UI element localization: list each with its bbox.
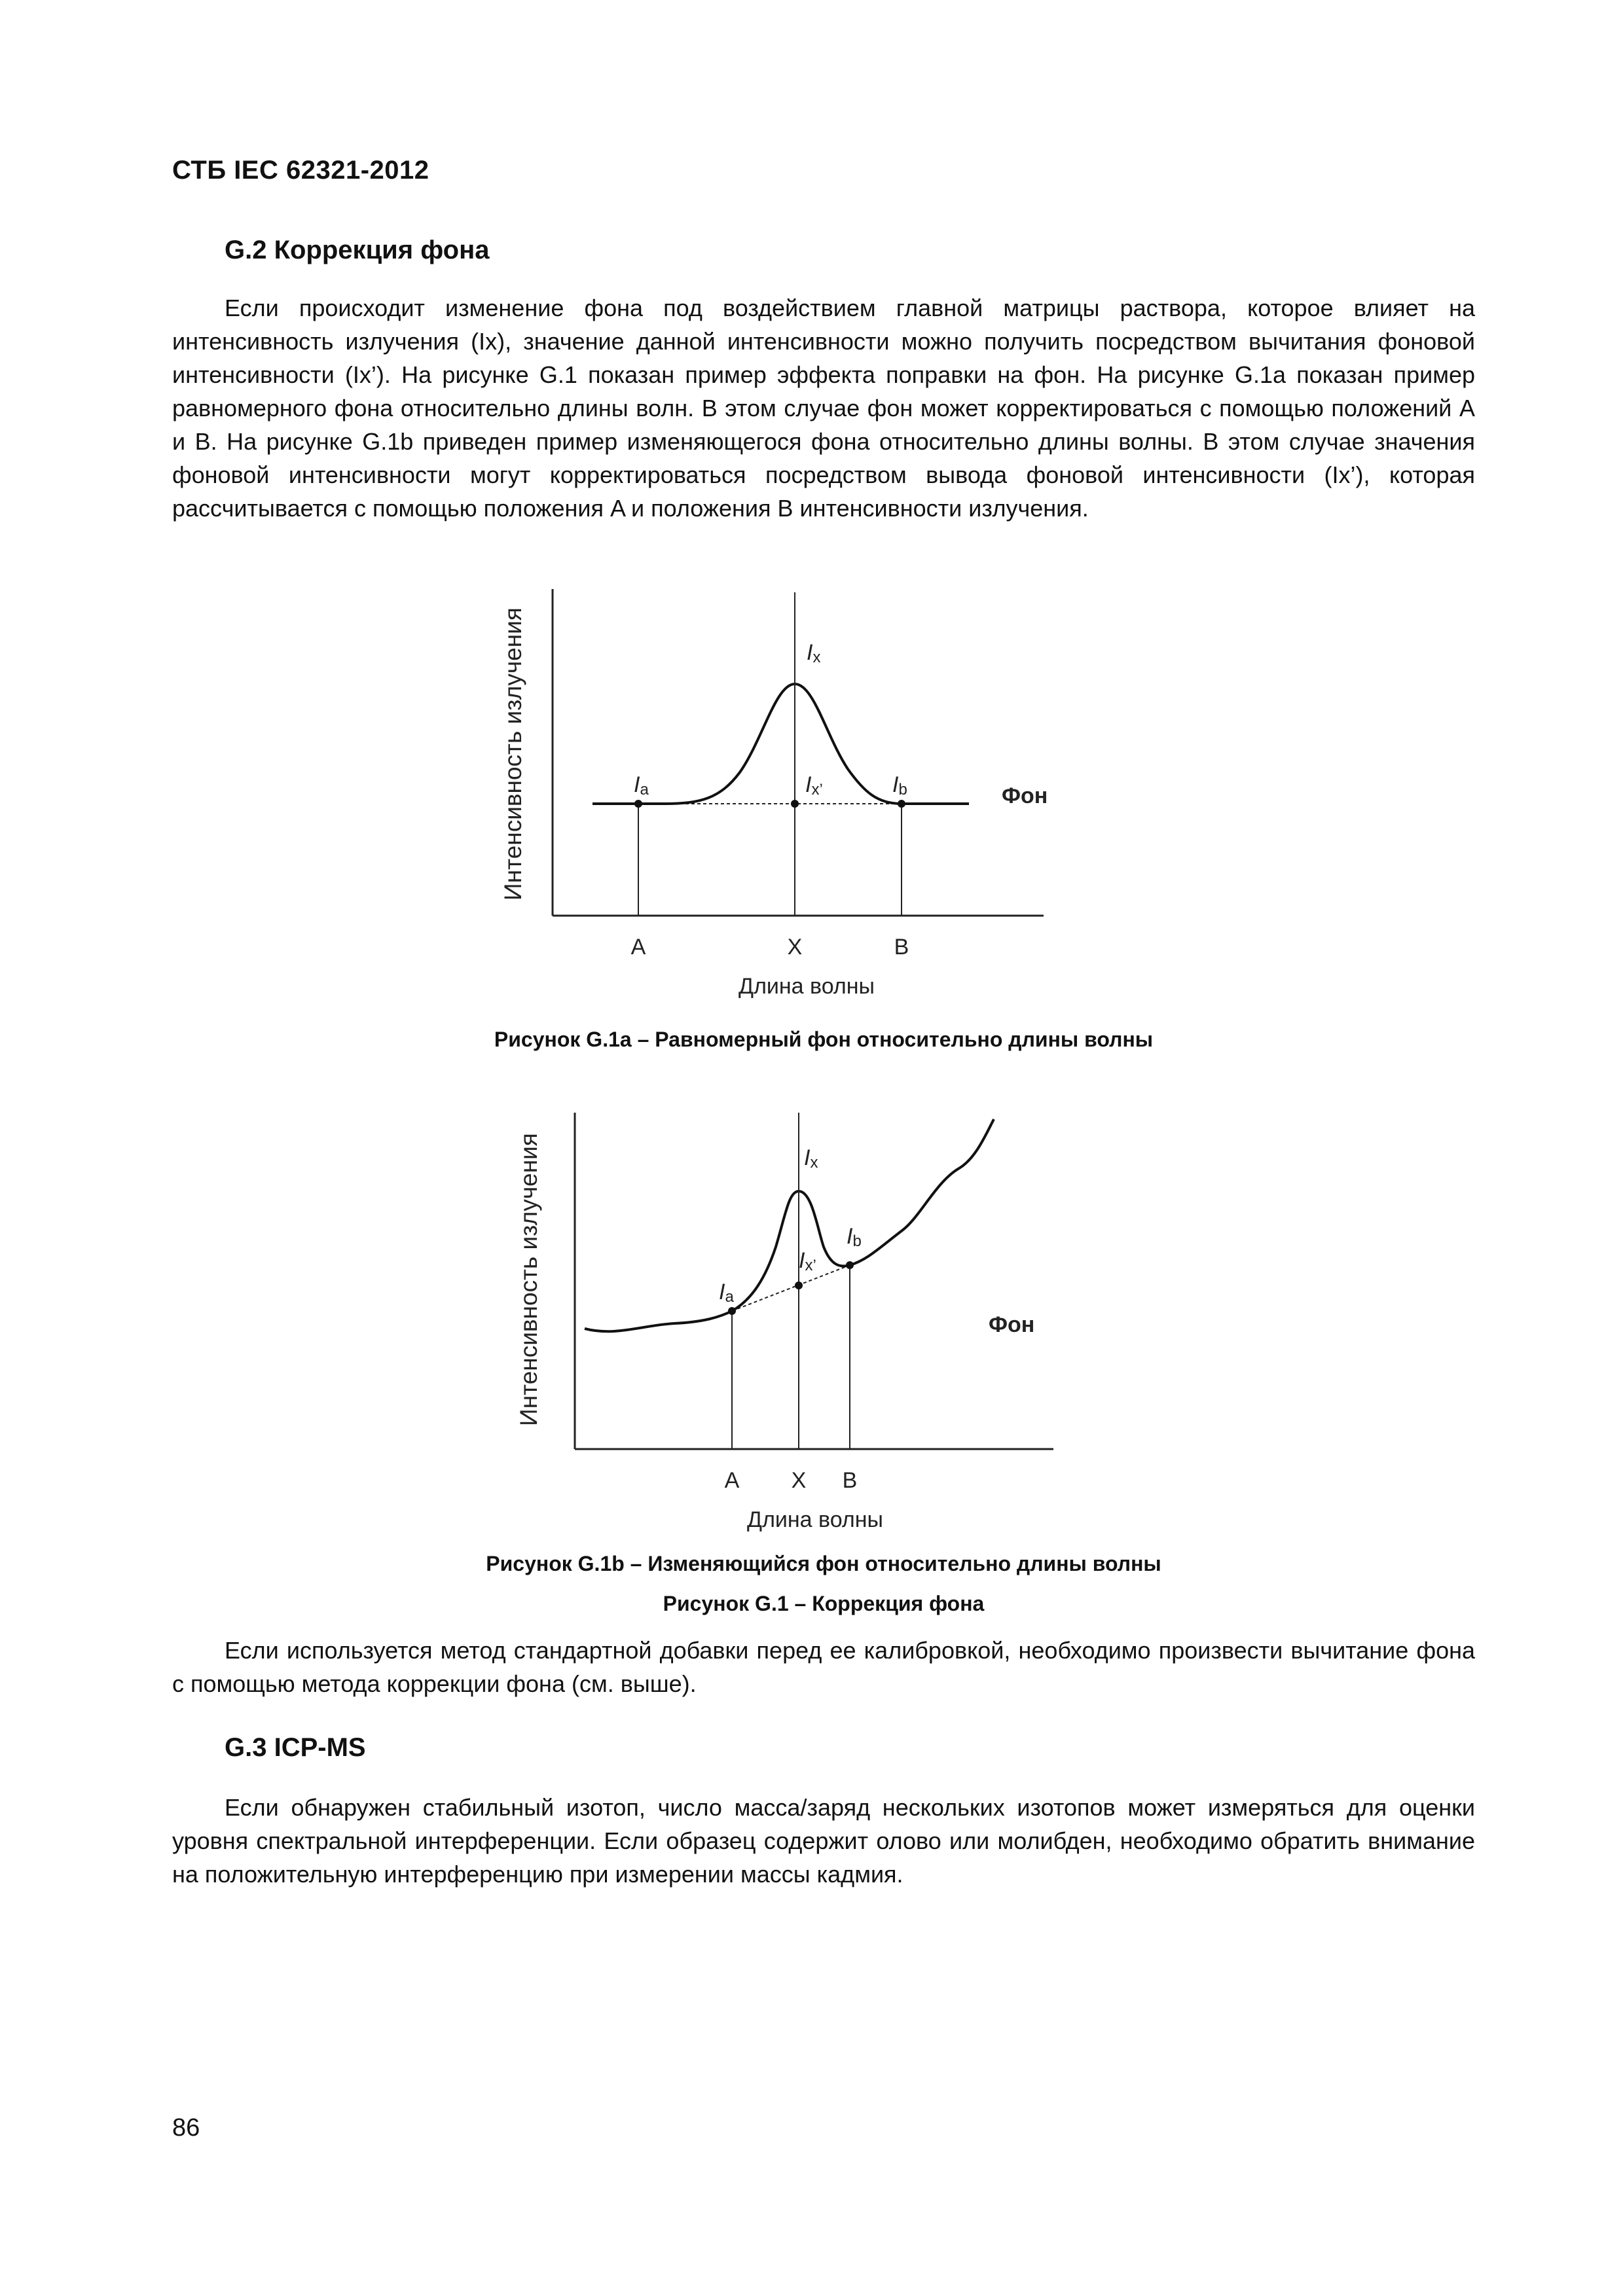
figure-g1b-caption: Рисунок G.1b – Изменяющийся фон относительно длины волны: [486, 1552, 1161, 1575]
signal-curve: [593, 684, 969, 804]
section-g2-paragraph: Если происходит изменение фона под воздействием главной матрицы раствора, которое влияет на интенсивность излучения (Ix), значение данной интенсивности можно получить посредством вычитания фоновой интенсивности (Ix’). На рисунке G.1 показан пример эффекта поправки на фон. На рисунке G.1a показан пример равномерного фона относительно длины волн. В этом случае фон может корректироваться с помощью положений A и B. На рисунке G.1b приведен пример изменяющегося фона относительно длины волны. В этом случае значения фоновой интенсивности могут корректироваться посредством вывода фоновой интенсивности (Ix’), которая рассчитывается с помощью положения A и положения B интенсивности излучения.: [172, 295, 1475, 522]
label-ix-prime: Ix’: [805, 772, 823, 798]
section-g2-heading: G.2 Коррекция фона: [225, 236, 490, 264]
background-label: Фон: [1002, 783, 1048, 808]
label-ix: Ix: [807, 640, 821, 666]
page-number: 86: [172, 2114, 200, 2142]
section-g3-paragraph: Если обнаружен стабильный изотоп, число масса/заряд нескольких изотопов может измеряться для оценки уровня спектральной интерференции. Если образец содержит олово или молибден, необходимо обратить внимание на положительную интерференцию при измерении массы кадмия.: [172, 1794, 1475, 1888]
point-ix-prime: [795, 1282, 803, 1289]
x-axis-label: Длина волны: [739, 974, 875, 999]
label-ia: Ia: [634, 772, 649, 798]
x-tick-b: B: [894, 935, 909, 960]
x-tick-x: X: [791, 1468, 807, 1493]
x-tick-b: B: [842, 1468, 858, 1493]
x-tick-x: X: [787, 935, 803, 960]
figure-g1a-caption: Рисунок G.1a – Равномерный фон относительно длины волны: [494, 1028, 1154, 1051]
x-axis-label: Длина волны: [747, 1507, 883, 1532]
point-ix-prime: [791, 800, 799, 808]
y-axis-label: Интенсивность излучения: [500, 607, 526, 901]
point-ia: [634, 800, 642, 808]
background-label: Фон: [989, 1312, 1035, 1337]
signal-curve: [585, 1119, 994, 1331]
label-ix-prime: Ix’: [799, 1248, 816, 1274]
section-g3-heading: G.3 ICP-MS: [225, 1733, 366, 1762]
y-axis-label: Интенсивность излучения: [515, 1133, 542, 1426]
figure-g1a-chart: [0, 576, 1623, 1080]
figure-g1-main-caption: Рисунок G.1 – Коррекция фона: [663, 1592, 985, 1615]
x-tick-a: A: [724, 1468, 740, 1493]
standard-id: СТБ IEC 62321-2012: [172, 156, 429, 185]
figure-g1b-chart: [0, 1100, 1623, 1551]
label-ix: Ix: [804, 1145, 818, 1172]
x-tick-a: A: [630, 935, 646, 960]
point-ib: [846, 1261, 854, 1269]
paragraph-after-figure: Если используется метод стандартной добавки перед ее калибровкой, необходимо произвести вычитание фона с помощью метода коррекции фона (см. выше).: [172, 1637, 1475, 1697]
label-ia: Ia: [719, 1280, 734, 1306]
label-ib: Ib: [847, 1224, 862, 1250]
point-ib: [898, 800, 905, 808]
label-ib: Ib: [892, 772, 907, 798]
point-ia: [728, 1307, 736, 1315]
background-baseline: [732, 1265, 850, 1311]
